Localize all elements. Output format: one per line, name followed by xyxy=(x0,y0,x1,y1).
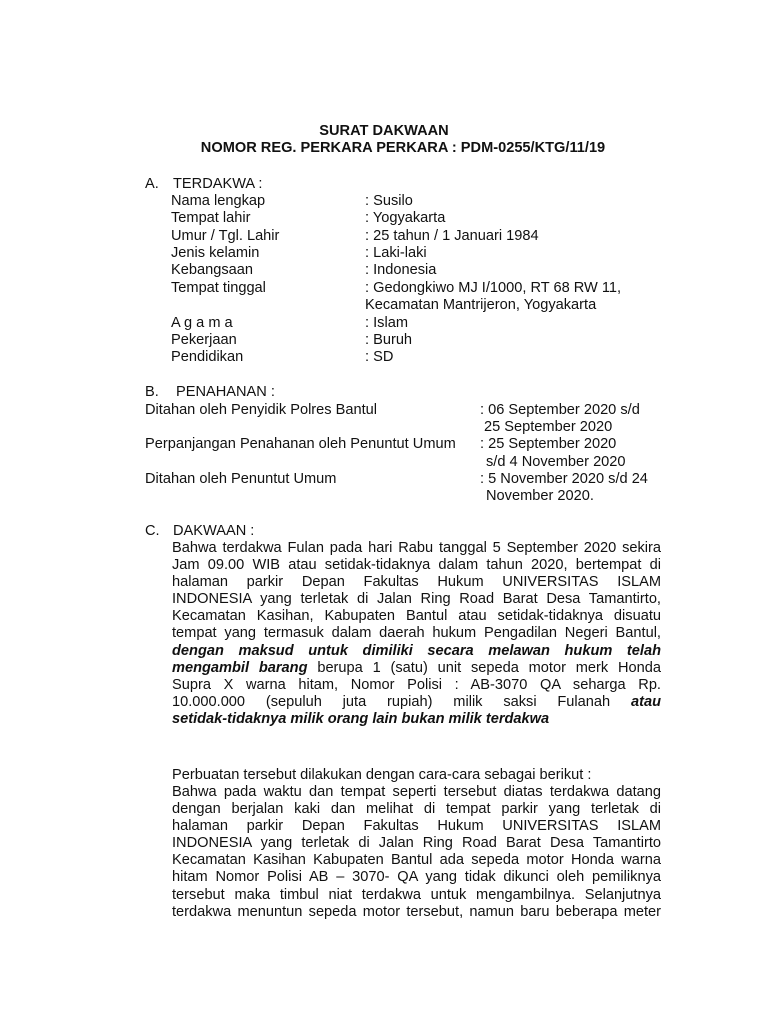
detention-label: Ditahan oleh Penuntut Umum xyxy=(145,471,337,487)
paragraph-line: dengan berjalan kaki dan melihat di tempat parkir yang terletak di xyxy=(172,801,661,818)
paragraph-line: tersebut maka timbul niat terdakwa untuk mengambilnya. Selanjutnya xyxy=(172,886,661,903)
detention-value-continued: November 2020. xyxy=(486,488,594,504)
paragraph-line: terdakwa menuntun sepeda motor tersebut, namun baru beberapa meter xyxy=(172,903,661,920)
method-intro: Perbuatan tersebut dilakukan dengan cara-cara sebagai berikut : xyxy=(172,767,592,783)
field-label: Nama lengkap xyxy=(171,193,266,209)
paragraph-line: halaman parkir Depan Fakultas Hukum UNIVERSITAS ISLAM xyxy=(172,574,661,591)
method-paragraph xyxy=(172,784,661,921)
case-number: NOMOR REG. PERKARA PERKARA : PDM-0255/KTG/11/19 xyxy=(200,140,606,156)
field-label: Pendidikan xyxy=(171,349,244,365)
detention-value: : 25 September 2020 xyxy=(480,436,617,452)
paragraph-text: 10.000.000 (sepuluh juta rupiah) milik saksi Fulanah xyxy=(172,693,611,710)
emphasis-text: atau xyxy=(630,693,661,710)
detention-value: : 06 September 2020 s/d xyxy=(480,402,640,418)
field-value: : Islam xyxy=(365,315,408,331)
field-value: : SD xyxy=(365,349,394,365)
field-label: Umur / Tgl. Lahir xyxy=(171,228,280,244)
field-value: : Laki-laki xyxy=(365,245,427,261)
field-value: : Yogyakarta xyxy=(365,210,446,226)
field-value: : Buruh xyxy=(365,332,413,348)
section-a-heading: TERDAKWA : xyxy=(173,176,263,192)
document-title: SURAT DAKWAAN xyxy=(319,123,449,139)
section-b-marker: B. xyxy=(145,384,159,400)
field-label: Pekerjaan xyxy=(171,332,237,348)
paragraph-line-mixed xyxy=(172,694,661,711)
detention-value: : 5 November 2020 s/d 24 xyxy=(480,471,648,487)
detention-value-continued: 25 September 2020 xyxy=(484,419,613,435)
field-value: : Susilo xyxy=(365,193,413,209)
field-label: Jenis kelamin xyxy=(171,245,260,261)
field-label: Tempat tinggal xyxy=(171,280,266,296)
paragraph-line: INDONESIA yang terletak di Jalan Ring Road Barat Desa Tamantirto, xyxy=(172,591,661,608)
emphasis-text: mengambil barang xyxy=(172,659,308,676)
paragraph-line: halaman parkir Depan Fakultas Hukum UNIVERSITAS ISLAM xyxy=(172,818,661,835)
paragraph-text: berupa 1 (satu) unit sepeda motor merk Honda xyxy=(317,659,662,676)
paragraph-line: Kecamatan Kasihan Kabupaten Bantul ada sepeda motor Honda warna xyxy=(172,852,661,869)
paragraph-line-emphasis: dengan maksud untuk dimiliki secara melawan hukum telah xyxy=(172,642,661,659)
detention-label: Perpanjangan Penahanan oleh Penuntut Umum xyxy=(145,436,456,452)
field-value: : Gedongkiwo MJ I/1000, RT 68 RW 11, xyxy=(365,280,622,296)
indictment-paragraph xyxy=(172,540,661,728)
section-c-heading: DAKWAAN : xyxy=(173,523,255,539)
paragraph-line: INDONESIA yang terletak di Jalan Ring Road Barat Desa Tamantirto xyxy=(172,835,661,852)
section-b-heading: PENAHANAN : xyxy=(176,384,275,400)
paragraph-line-mixed xyxy=(172,660,661,677)
field-label: A g a m a xyxy=(171,315,233,331)
field-label: Kebangsaan xyxy=(171,262,253,278)
paragraph-line: Bahwa pada waktu dan tempat seperti tersebut diatas terdakwa datang xyxy=(172,784,661,800)
field-value-continued: Kecamatan Mantrijeron, Yogyakarta xyxy=(365,297,597,313)
paragraph-line: Supra X warna hitam, Nomor Polisi : AB-3070 QA seharga Rp. xyxy=(172,676,661,693)
field-label: Tempat lahir xyxy=(171,210,251,226)
paragraph-line-emphasis: setidak-tidaknya milik orang lain bukan milik terdakwa xyxy=(172,710,550,727)
field-value: : 25 tahun / 1 Januari 1984 xyxy=(365,228,539,244)
paragraph-line: Kecamatan Kasihan, Kabupaten Bantul atau setidak-tidaknya disuatu xyxy=(172,608,661,625)
detention-value-continued: s/d 4 November 2020 xyxy=(486,454,626,470)
paragraph-line: tempat yang termasuk dalam daerah hukum Pengadilan Negeri Bantul, xyxy=(172,625,661,642)
section-a-marker: A. xyxy=(145,176,159,192)
detention-label: Ditahan oleh Penyidik Polres Bantul xyxy=(145,402,378,418)
paragraph-line: hitam Nomor Polisi AB – 3070- QA yang tidak dikunci oleh pemiliknya xyxy=(172,869,661,886)
section-c-marker: C. xyxy=(145,523,160,539)
paragraph-line: Jam 09.00 WIB atau setidak-tidaknya dalam tahun 2020, bertempat di xyxy=(172,557,661,574)
field-value: : Indonesia xyxy=(365,262,437,278)
paragraph-line: Bahwa terdakwa Fulan pada hari Rabu tanggal 5 September 2020 sekira xyxy=(172,540,661,556)
